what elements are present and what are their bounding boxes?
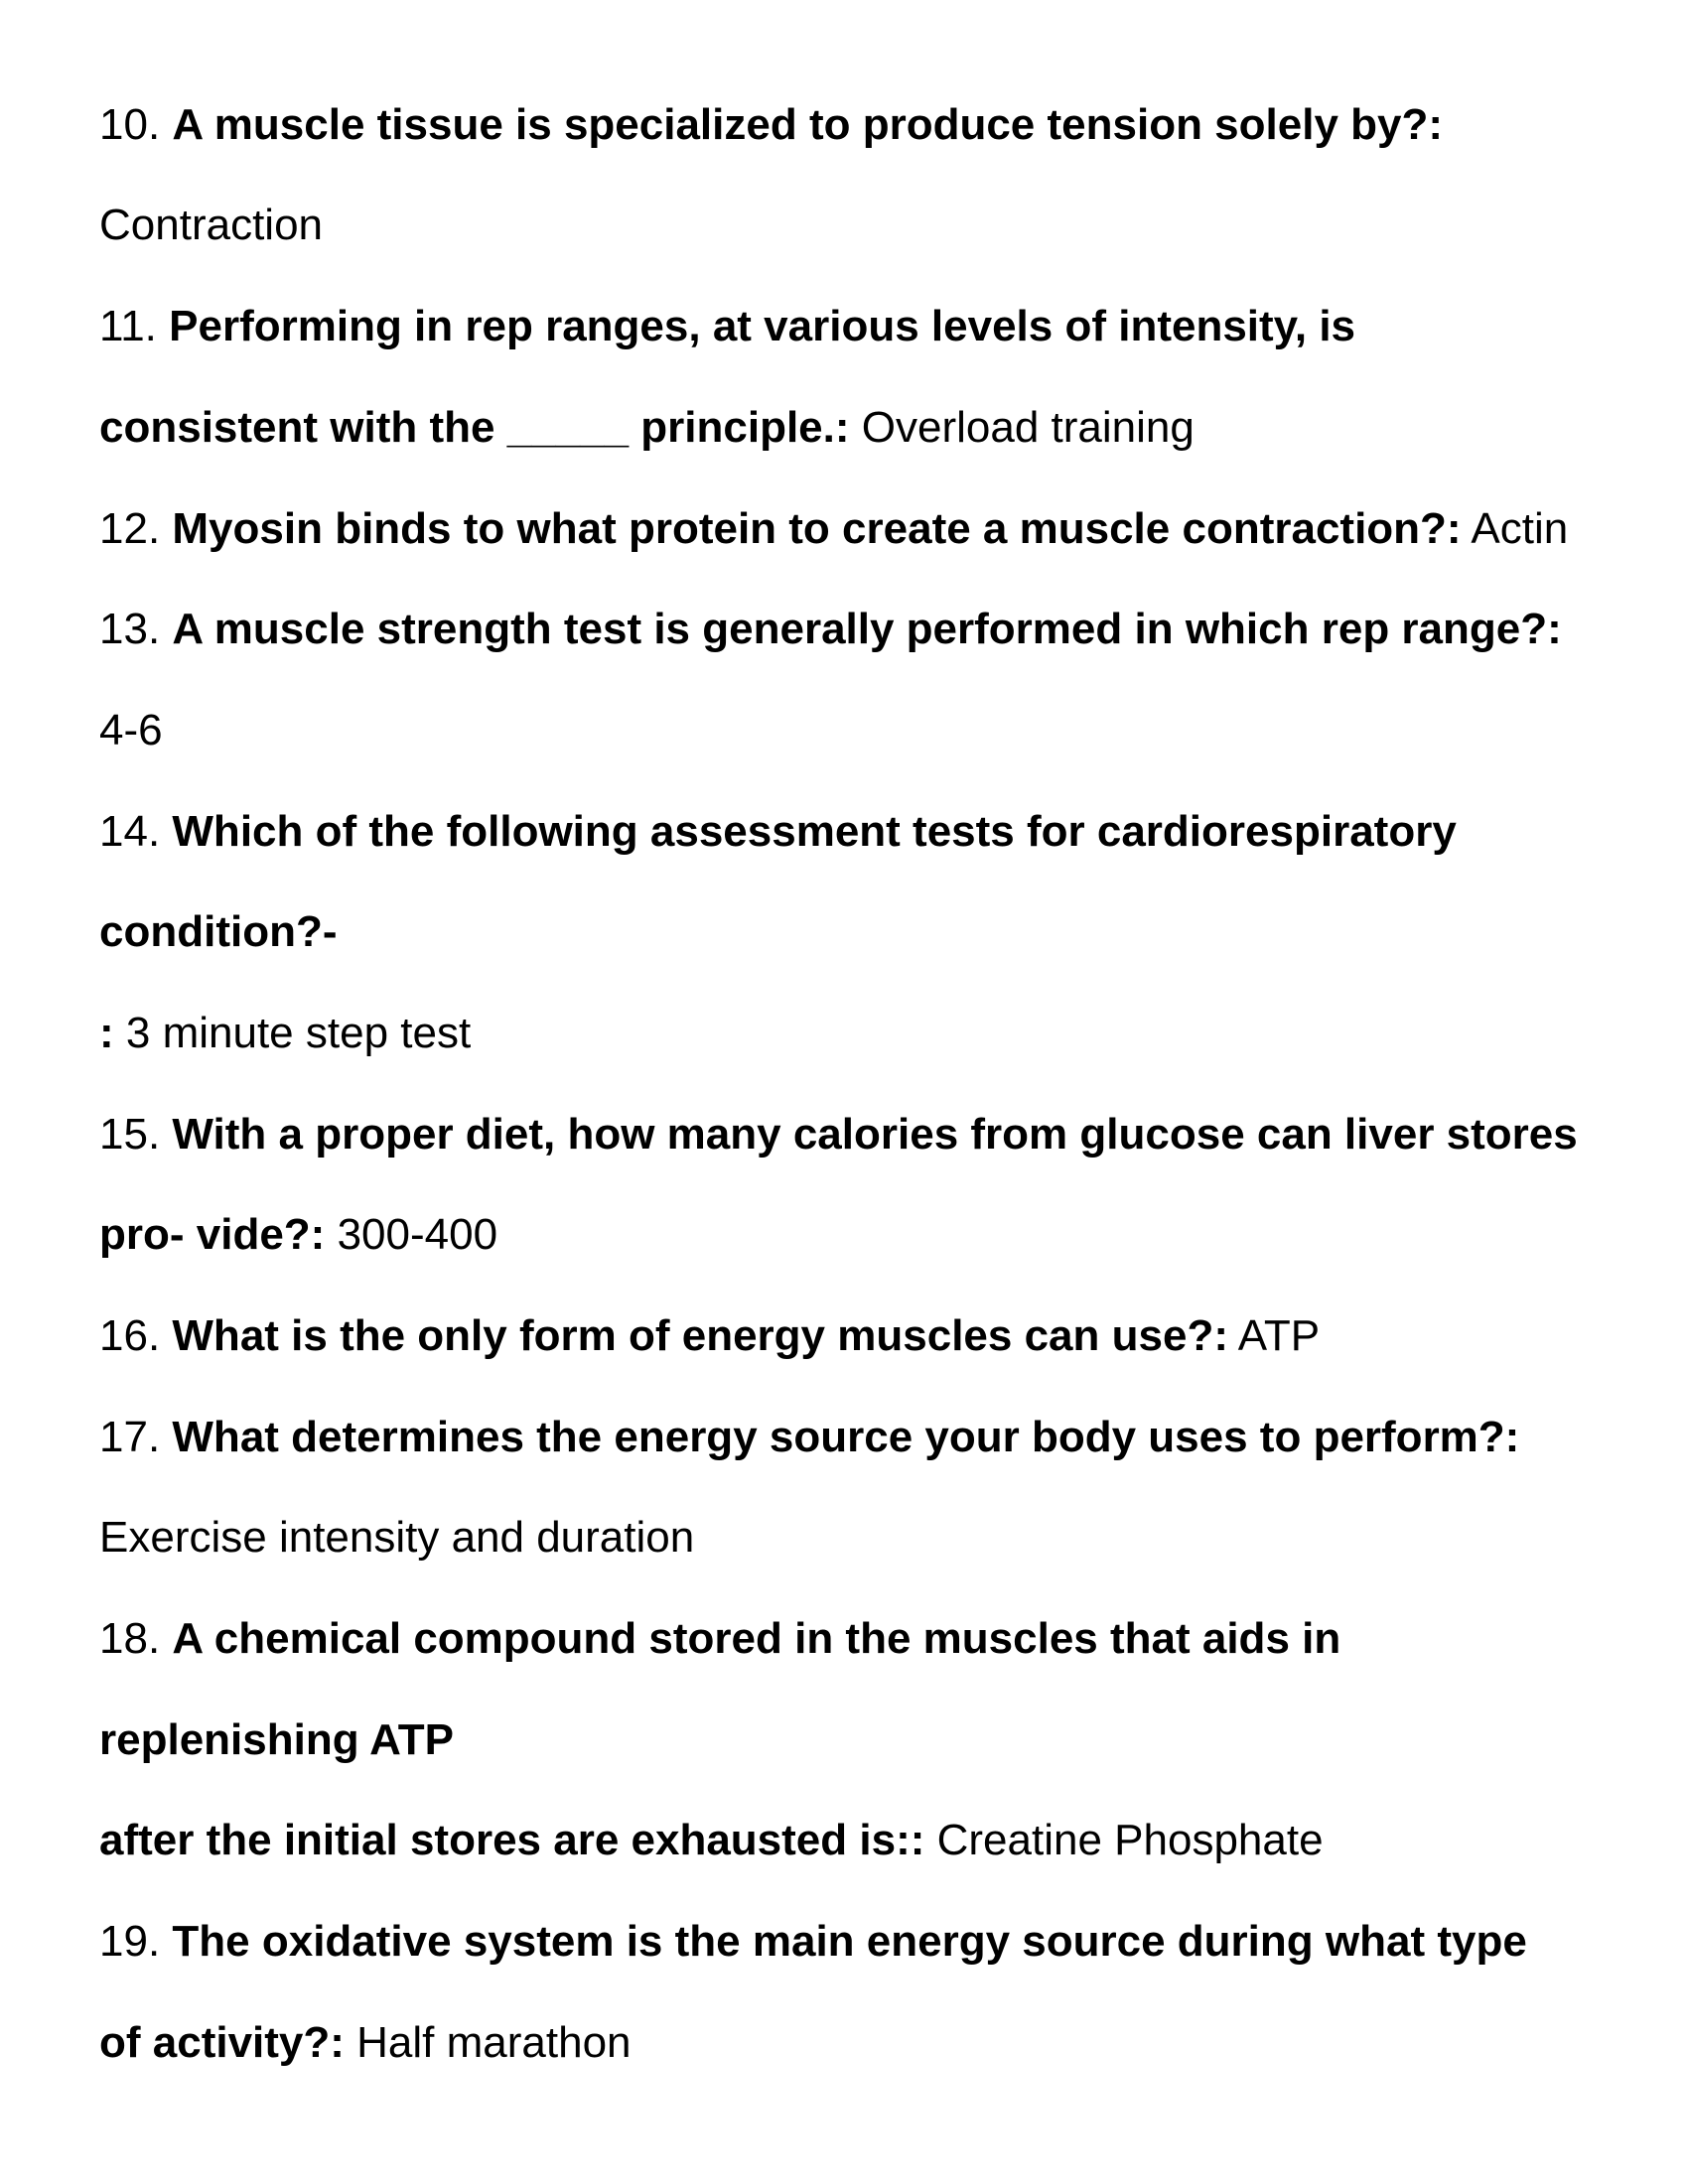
question-text: Performing in rep ranges, at various levels of intensity, is — [169, 302, 1356, 350]
question-line — [99, 299, 1355, 354]
question-line — [99, 904, 338, 960]
question-number: 16. — [99, 1311, 161, 1360]
question-number: 18. — [99, 1614, 161, 1663]
answer-text: Actin — [1471, 504, 1569, 553]
question-number: 14. — [99, 807, 161, 856]
question-text: What is the only form of energy muscles can use?: — [172, 1311, 1228, 1360]
question-line — [99, 501, 1568, 557]
question-line — [99, 804, 1457, 860]
question-text: pro- vide?: — [99, 1210, 326, 1259]
question-text: condition?- — [99, 907, 338, 956]
question-text: after the initial stores are exhausted is:: — [99, 1816, 925, 1864]
question-number: 13. — [99, 605, 161, 653]
answer-text: Half marathon — [356, 2018, 632, 2067]
question-line — [99, 1914, 1527, 1970]
question-line — [99, 1611, 1340, 1667]
answer-text: ATP — [1237, 1311, 1321, 1360]
question-text: The oxidative system is the main energy source during what type — [172, 1917, 1527, 1966]
question-text: A muscle tissue is specialized to produce tension solely by?: — [172, 100, 1444, 149]
answer-prefix: : — [99, 1009, 114, 1057]
answer-line — [99, 198, 323, 253]
question-text: Which of the following assessment tests for cardiorespiratory — [172, 807, 1457, 856]
question-number: 19. — [99, 1917, 161, 1966]
question-line — [99, 1712, 454, 1768]
answer-text: Contraction — [99, 201, 324, 249]
question-text: replenishing ATP — [99, 1715, 454, 1764]
question-number: 17. — [99, 1413, 161, 1461]
answer-text: 4-6 — [99, 706, 163, 754]
answer-text: Exercise intensity and duration — [99, 1513, 695, 1562]
answer-line — [99, 703, 163, 758]
question-text: of activity?: — [99, 2018, 345, 2067]
question-line — [99, 2015, 632, 2071]
answer-line — [99, 1006, 471, 1061]
question-line — [99, 1410, 1519, 1465]
question-text: With a proper diet, how many calories from glucose can liver stores — [172, 1110, 1578, 1159]
question-text: A muscle strength test is generally performed in which rep range?: — [172, 605, 1562, 653]
question-number: 15. — [99, 1110, 161, 1159]
question-line — [99, 602, 1562, 657]
answer-text: 300-400 — [337, 1210, 498, 1259]
question-text: A chemical compound stored in the muscles that aids in — [172, 1614, 1341, 1663]
answer-text: Creatine Phosphate — [936, 1816, 1324, 1864]
question-line — [99, 1813, 1324, 1868]
question-line — [99, 1308, 1320, 1364]
question-number: 11. — [99, 302, 157, 350]
question-line — [99, 400, 1195, 456]
answer-text: 3 minute step test — [125, 1009, 472, 1057]
question-text: Myosin binds to what protein to create a muscle contraction?: — [172, 504, 1462, 553]
question-number: 10. — [99, 100, 161, 149]
question-number: 12. — [99, 504, 161, 553]
question-line — [99, 97, 1443, 153]
question-text: What determines the energy source your body uses to perform?: — [172, 1413, 1520, 1461]
question-line — [99, 1207, 497, 1263]
answer-line — [99, 1510, 694, 1566]
question-line — [99, 1107, 1578, 1162]
answer-text: Overload training — [861, 403, 1195, 452]
question-text: consistent with the _____ principle.: — [99, 403, 850, 452]
